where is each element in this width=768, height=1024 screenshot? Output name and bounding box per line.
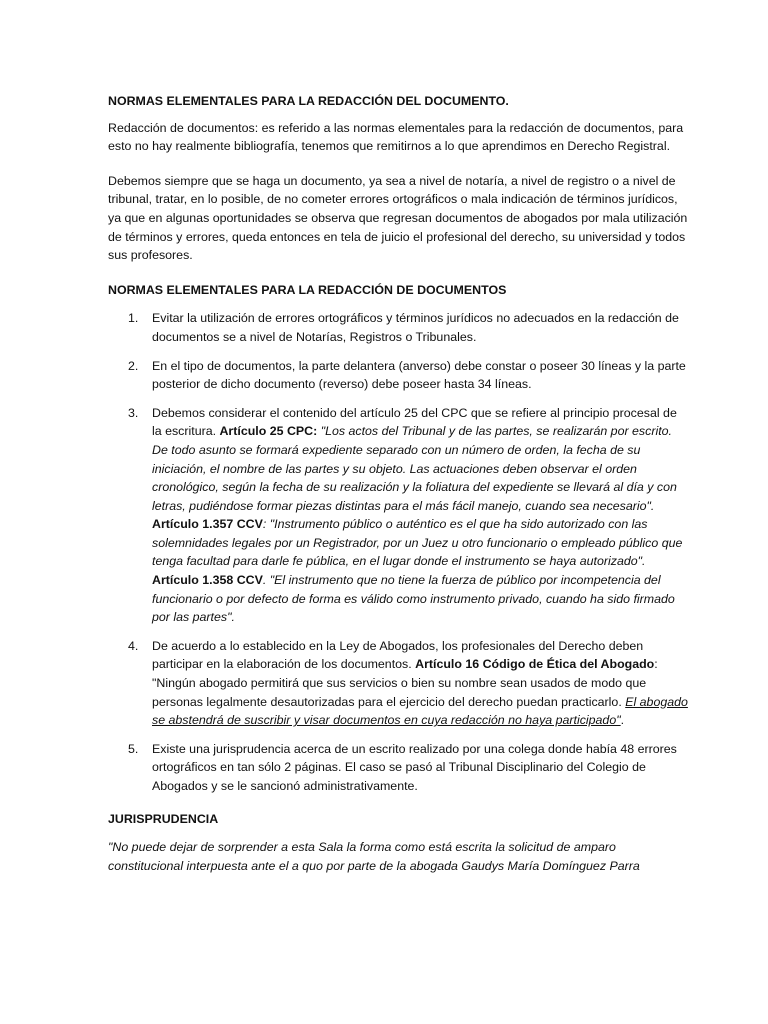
- list-item-text: Debemos considerar el contenido del artículo 25 del CPC que se refiere al principio procesal de la escritura.: [152, 405, 677, 439]
- norms-list: [108, 309, 688, 795]
- list-item-text: .: [620, 713, 625, 728]
- list-item: [108, 404, 688, 627]
- paragraph-errors: Debemos siempre que se haga un documento, ya sea a nivel de notaría, a nivel de registro o a nivel de tribunal, tratar, en lo posible, de no cometer errores ortográficos o mala indicación de términos jurídicos, ya que en algunas oportunidades se observa que regresan documentos de abogados por mala utilización de términos y errores, queda entonces en tela de juicio el profesional del derecho, su universidad y todos sus profesores.: [108, 173, 688, 263]
- article-1358-ccv: Artículo 1.358 CCV: [152, 573, 263, 588]
- list-item-text: De acuerdo a lo establecido en la Ley de Abogados, los profesionales del Derecho deben participar en la elaboración de los documentos.: [152, 638, 644, 672]
- jurisprudencia-title: JURISPRUDENCIA: [108, 811, 219, 826]
- article-quote: : "Instrumento público o auténtico es el que ha sido autorizado con las solemnidades legales por un Registrador, por un Juez u otro funcionario o empleado público que tenga facultad para darle fe pública, en el lugar donde el instrumento se haya autorizado".: [152, 517, 683, 569]
- list-item: [108, 309, 688, 346]
- article-quote: . "El instrumento que no tiene la fuerza de público por incompetencia del funcionario o por defecto de forma es válido como instrumento privado, cuando ha sido firmado por las partes".: [152, 573, 675, 625]
- list-item-text: Evitar la utilización de errores ortográficos y términos jurídicos no adecuados en la redacción de documentos se a nivel de Notarías, Registros o Tribunales.: [152, 311, 679, 344]
- list-number: 5.: [128, 741, 139, 756]
- list-item-text: Existe una jurisprudencia acerca de un escrito realizado por una colega donde había 48 errores ortográficos en tan sólo 2 páginas. El caso se pasó al Tribunal Disciplinario del Colegio de Abogados y se le sancionó administrativamente.: [152, 741, 677, 793]
- underlined-quote: El abogado se abstendrá de suscribir y visar documentos en cuya redacción no haya participado": [152, 694, 688, 728]
- article-quote: : "Ningún abogado permitirá que sus servicios o bien su nombre sean usados de modo que personas legalmente desautorizadas para el ejercicio del derecho puedan practicarlo.: [152, 657, 658, 709]
- article-quote: "Los actos del Tribunal y de las partes, se realizarán por escrito. De todo asunto se formará expediente separado con un número de orden, la fecha de su iniciación, el nombre de las partes y su objeto. Las actuaciones deben observar el orden cronológico, según la fecha de su realización y la foliatura del expediente se llevará al día y con letras, pudiéndose formar piezas distintas para el más fácil manejo, cuando sea necesario".: [152, 424, 677, 513]
- document-title: NORMAS ELEMENTALES PARA LA REDACCIÓN DEL DOCUMENTO.: [108, 94, 509, 108]
- article-25-cpc: Artículo 25 CPC:: [219, 424, 318, 439]
- list-item-text: En el tipo de documentos, la parte delantera (anverso) debe constar o poseer 30 líneas y la parte posterior de dicho documento (reverso) debe poseer hasta 34 líneas.: [152, 358, 686, 392]
- article-16-ethics: Artículo 16 Código de Ética del Abogado: [415, 657, 655, 672]
- list-item: [108, 637, 688, 730]
- list-number: 3.: [128, 405, 139, 420]
- paragraph-intro: Redacción de documentos: es referido a las normas elementales para la redacción de documentos, para esto no hay realmente bibliografía, tenemos que remitirnos a lo que aprendimos en Derecho Registral.: [108, 120, 684, 154]
- list-number: 2.: [128, 358, 139, 373]
- section-title: NORMAS ELEMENTALES PARA LA REDACCIÓN DE DOCUMENTOS: [108, 282, 507, 297]
- jurisprudencia-quote: "No puede dejar de sorprender a esta Sala la forma como está escrita la solicitud de amparo constitucional interpuesta ante el a quo por parte de la abogada Gaudys María Domínguez Parra: [108, 840, 640, 873]
- list-item: [108, 740, 688, 796]
- list-number: 4.: [128, 638, 139, 653]
- list-item: [108, 357, 688, 394]
- article-1357-ccv: Artículo 1.357 CCV: [152, 517, 263, 532]
- list-number: 1.: [128, 311, 139, 326]
